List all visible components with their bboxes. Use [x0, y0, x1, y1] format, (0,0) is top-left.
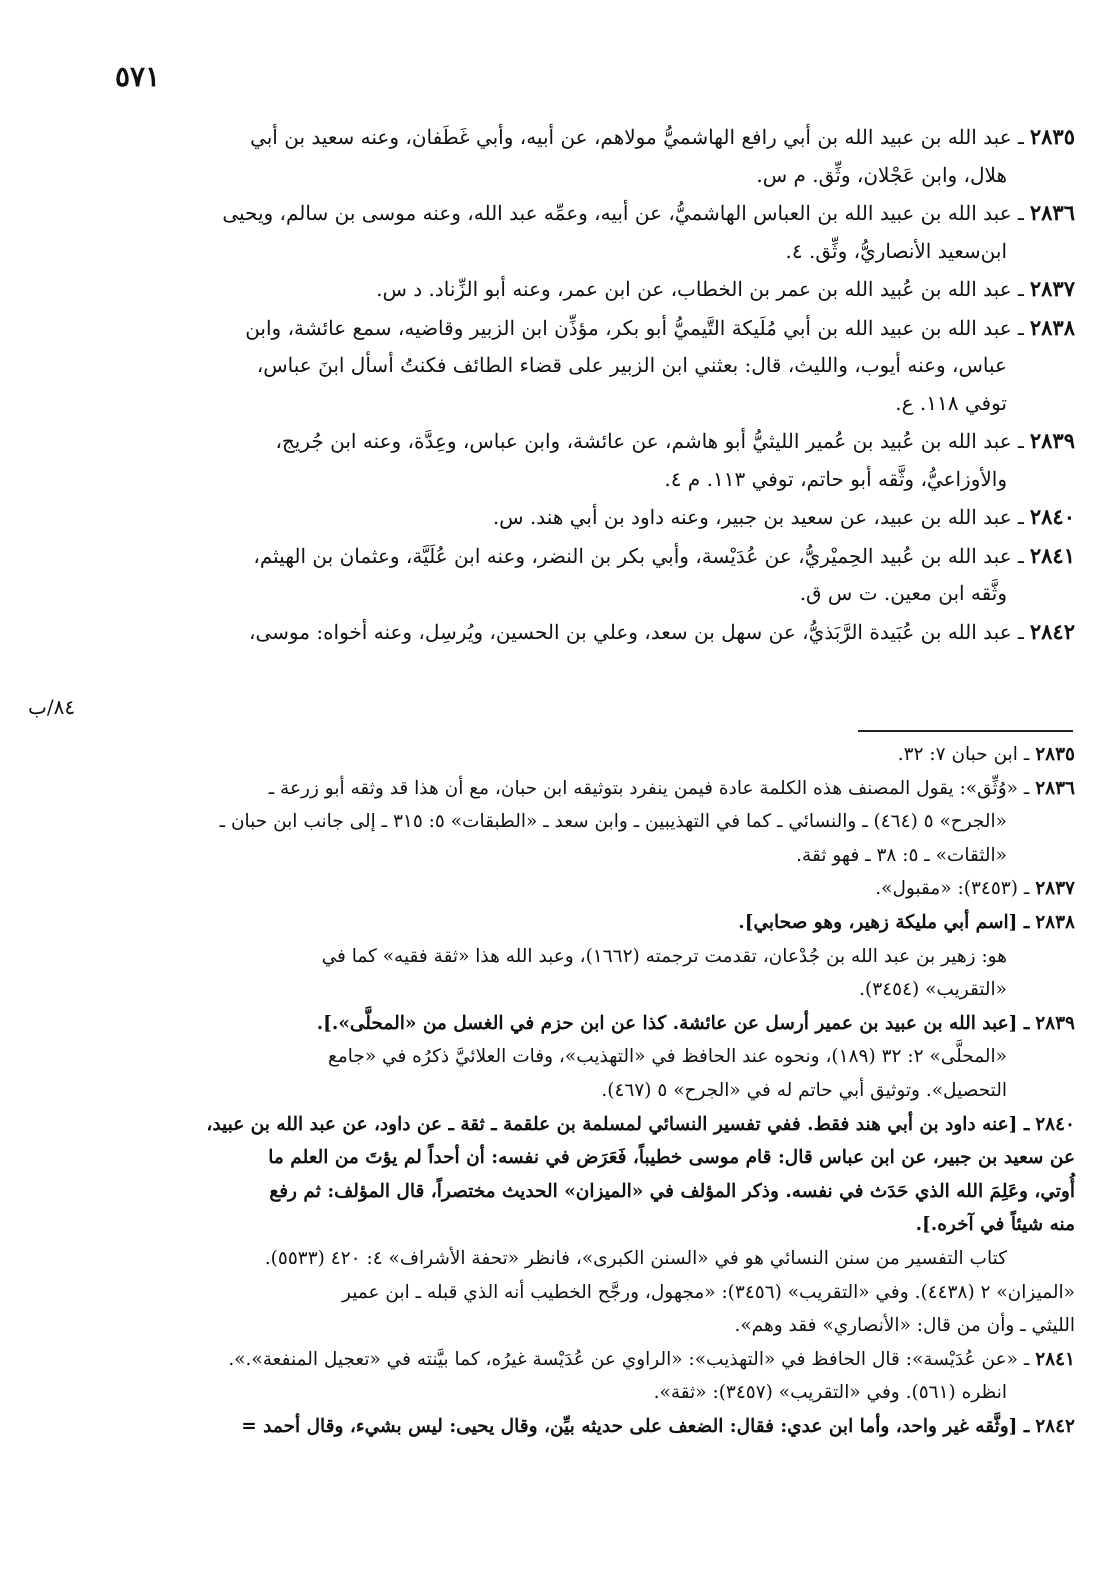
footnote-line: «الجرح» ٥ (٤٦٤) ـ والنسائي ـ كما في التهذيبين ـ وابن سعد ـ «الطبقات» ٥: ٣١٥ ـ إلى جانب ابن حبان ـ	[219, 811, 1007, 833]
footnotes	[80, 738, 1075, 1443]
footnote-line: ـ [اسم أبي مليكة زهير، وهو صحابي].	[738, 911, 1030, 933]
entry	[110, 537, 1075, 613]
entry-line: والأوزاعيُّ، وثَّقه أبو حاتم، توفي ١١٣. م ٤.	[664, 466, 1007, 491]
entry	[110, 498, 1075, 537]
footnote-number: ٢٨٣٨	[1035, 911, 1075, 933]
footnote-divider	[858, 730, 1073, 732]
footnote-line: «التقريب» (٣٤٥٤).	[859, 979, 1007, 1001]
entry-number: ٢٨٣٦	[1029, 200, 1075, 225]
footnote-line: ـ [عبد الله بن عبيد بن عمير أرسل عن عائشة. كذا عن ابن حزم في الغسل من «المحلَّى».].	[316, 1012, 1030, 1034]
footnote-line: «الميزان» ٢ (٤٤٣٨). وفي «التقريب» (٣٤٥٦): «مجهول، ورجَّح الخطيب أنه الذي قبله ـ ابن عمير	[342, 1281, 1075, 1303]
footnote	[80, 738, 1075, 772]
footnote-number: ٢٨٣٦	[1035, 777, 1075, 799]
footnote-line: عن سعيد بن جبير، عن ابن عباس قال: قام موسى خطيباً، فَعَرَض في نفسه: أن أحداً لم يؤتَ من العلم ما	[268, 1147, 1075, 1169]
footnote-number: ٢٨٤١	[1035, 1348, 1075, 1370]
entry-number: ٢٨٤٢	[1029, 618, 1075, 644]
footnote-line: التحصيل». وتوثيق أبي حاتم له في «الجرح» ٥ (٤٦٧).	[601, 1079, 1007, 1101]
main-text	[110, 118, 1075, 651]
entry-line: عباس، وعنه أيوب، والليث، قال: بعثني ابن الزبير على قضاء الطائف فكنتُ أسأل ابنَ عباس،	[256, 353, 1007, 377]
entry-line: وثَّقه ابن معين. ت س ق.	[799, 581, 1007, 605]
footnote	[80, 906, 1075, 1007]
footnote	[80, 1007, 1075, 1108]
footnote-line: كتاب التفسير من سنن النسائي هو في «السنن الكبرى»، فانظر «تحفة الأشراف» ٤: ٤٢٠ (٥٥٣٣).	[264, 1247, 1007, 1269]
entry-number: ٢٨٣٩	[1029, 428, 1075, 453]
footnote-number: ٢٨٤٢	[1035, 1415, 1075, 1437]
footnote-number: ٢٨٤٠	[1035, 1113, 1075, 1135]
entry	[110, 118, 1075, 194]
entry	[110, 422, 1075, 498]
entry-line: ـ عبد الله بن عبيد الله بن أبي رافع الهاشميُّ مولاهم، عن أبيه، وأبي غَطَفان، وعنه سعيد بن أبي	[250, 125, 1024, 149]
footnote-line: ـ ابن حبان ٧: ٣٢.	[897, 744, 1030, 765]
footnote-line: هو: زهير بن عبد الله بن جُدْعان، تقدمت ترجمته (١٦٦٢)، وعبد الله هذا «ثقة فقيه» كما في	[321, 945, 1007, 967]
footnote-line: ـ (٣٤٥٣): «مقبول».	[875, 878, 1030, 900]
footnote	[80, 872, 1075, 906]
entry-line: ابن‌سعيد الأنصاريُّ، وثِّق. ٤.	[785, 238, 1007, 263]
entry-line: ـ عبد الله بن عُبيد الحِميْريُّ، عن عُدَيْسة، وأبي بكر بن النضر، وعنه ابن عُلَيَّة، وعثمان بن الهيثم،	[253, 543, 1024, 568]
entry	[110, 613, 1075, 652]
entry-line: ـ عبد الله بن عُبيد الله بن عمر بن الخطاب، عن ابن عمر، وعنه أبو الزِّناد. د س.	[376, 277, 1024, 301]
footnote-line: انظره (٥٦١). وفي «التقريب» (٣٤٥٧): «ثقة».	[653, 1382, 1007, 1404]
footnote-line: ـ [وثَّقه غير واحد، وأما ابن عدي: فقال: الضعف على حديثه بيِّن، وقال يحيى: ليس بشيء، وقال أحمد =	[241, 1415, 1030, 1437]
footnote-line: «المحلَّى» ٢: ٣٢ (١٨٩)، ونحوه عند الحافظ في «التهذيب»، وفات العلائيَّ ذكرُه في «جامع	[328, 1046, 1007, 1068]
footnote-line: ـ [عنه داود بن أبي هند فقط. ففي تفسير النسائي لمسلمة بن علقمة ـ ثقة ـ عن داود، عن عبد الله بن عبيد،	[206, 1113, 1030, 1135]
footnote	[80, 1343, 1075, 1410]
entry-line: ـ عبد الله بن عبيد، عن سعيد بن جبير، وعنه داود بن أبي هند. س.	[492, 505, 1024, 529]
footnote-line: ـ «عن عُدَيْسة»: قال الحافظ في «التهذيب»: «الراوي عن عُدَيْسة غيرُه، كما بيَّنته في «تعجيل المنفعة».».	[228, 1348, 1030, 1370]
entry-number: ٢٨٤١	[1029, 542, 1075, 568]
footnote-number: ٢٨٣٧	[1035, 878, 1075, 900]
footnote-number: ٢٨٣٩	[1035, 1012, 1075, 1034]
entry-line: ـ عبد الله بن عُبيد بن عُمير الليثيُّ أبو هاشم، عن عائشة، وابن عباس، وعِدَّة، وعنه ابن جُريج،	[275, 429, 1024, 453]
entry	[110, 194, 1075, 270]
entry-number: ٢٨٣٧	[1029, 276, 1075, 301]
entry-number: ٢٨٣٥	[1029, 124, 1075, 149]
entry-number: ٢٨٤٠	[1029, 504, 1075, 529]
entry	[110, 309, 1075, 423]
entry-line: هلال، وابن عَجْلان، وثِّق. م س.	[756, 162, 1007, 187]
footnote	[80, 1108, 1075, 1343]
page-number: ٥٧١	[115, 60, 161, 93]
footnote-number: ٢٨٣٥	[1035, 744, 1075, 765]
footnote-line: ـ «وُثِّق»: يقول المصنف هذه الكلمة عادة فيمن ينفرد بتوثيقه ابن حبان، مع أن هذا قد وثقه أبو زرعة ـ	[268, 777, 1030, 799]
footnote	[80, 772, 1075, 873]
entry-line: ـ عبد الله بن عُبَيدة الرَّبَذيُّ، عن سهل بن سعد، وعلي بن الحسين، ويُرسِل، وعنه أخواه: موسى،	[249, 619, 1024, 644]
entry-number: ٢٨٣٨	[1029, 314, 1075, 340]
footnote	[80, 1410, 1075, 1444]
footnote-line: الليثي ـ وأن من قال: «الأنصاري» فقد وهم».	[734, 1315, 1075, 1337]
footnote-line: منه شيئاً في آخره.].	[915, 1214, 1075, 1236]
entry-line: ـ عبد الله بن عبيد الله بن العباس الهاشميُّ، عن أبيه، وعمِّه عبد الله، وعنه موسى بن سالم، ويحيى	[222, 201, 1024, 225]
entry-line: توفي ١١٨. ع.	[895, 390, 1007, 415]
entry-line: ـ عبد الله بن عبيد الله بن أبي مُلَيكة التَّيميُّ أبو بكر، مؤذِّن ابن الزبير وقاضيه، سمع عائشة، وابن	[245, 315, 1024, 340]
footnote-line: أُوتي، وعَلِمَ الله الذي حَدَث في نفسه. وذكر المؤلف في «الميزان» الحديث مختصراً، قال المؤلف: ثم رفع	[269, 1180, 1075, 1202]
entry	[110, 270, 1075, 309]
footnote-line: «الثقات» ـ ٥: ٣٨ ـ فهو ثقة.	[796, 844, 1007, 866]
margin-folio-note: ٨٤/ب	[28, 695, 76, 719]
